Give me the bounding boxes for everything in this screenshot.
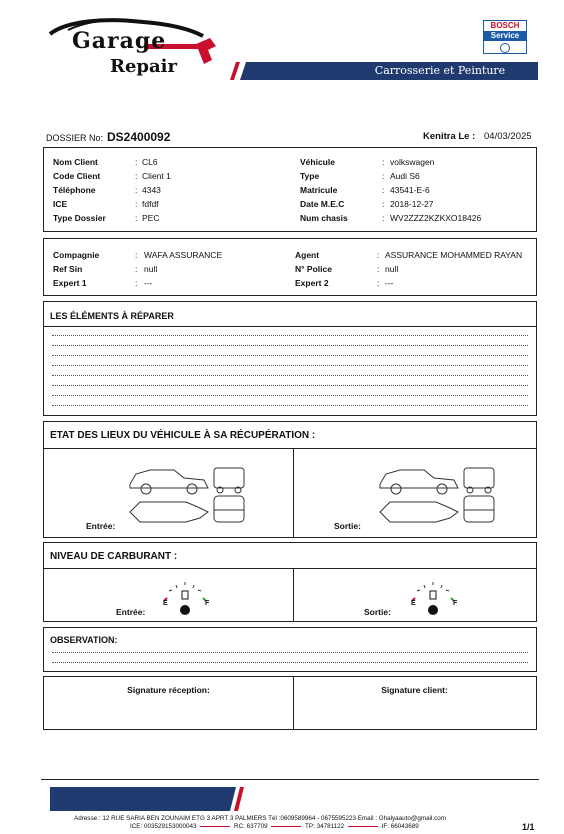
fuel-section-title: NIVEAU DE CARBURANT : bbox=[50, 551, 178, 562]
fuel-level-box bbox=[43, 542, 537, 622]
vehicle-field-value: volkswagen bbox=[390, 157, 435, 167]
client-field-colon: : bbox=[135, 185, 138, 195]
client-field-value: 4343 bbox=[142, 185, 161, 195]
client-field-value: CL6 bbox=[142, 157, 158, 167]
service-label: Service bbox=[484, 31, 526, 41]
insurance-field-value: null bbox=[144, 264, 158, 274]
fuel-gauge-exit-icon bbox=[406, 577, 466, 619]
agent-field-colon: : bbox=[377, 250, 380, 260]
insurance-field-value: WAFA ASSURANCE bbox=[144, 250, 223, 260]
vehicle-field-colon: : bbox=[382, 213, 385, 223]
logo-text-repair: Repair bbox=[110, 56, 177, 77]
footer-sep-2 bbox=[271, 826, 301, 827]
fuel-f-exit: F bbox=[453, 600, 458, 607]
vehicle-state-box bbox=[43, 421, 537, 538]
vehicle-field-label: Matricule bbox=[300, 185, 338, 195]
client-field-label: Code Client bbox=[53, 171, 101, 181]
garage-logo bbox=[48, 14, 220, 84]
observation-title: OBSERVATION: bbox=[50, 635, 118, 645]
vehicle-field-label: Date M.E.C bbox=[300, 199, 345, 209]
car-diagram-entry-icon bbox=[126, 462, 250, 530]
bosch-service-logo bbox=[483, 20, 527, 54]
vehicle-field-colon: : bbox=[382, 199, 385, 209]
fuel-entry-label: Entrée: bbox=[116, 607, 146, 617]
footer-banner bbox=[50, 787, 540, 811]
fuel-e-exit: E bbox=[411, 600, 416, 607]
signature-box bbox=[43, 676, 537, 730]
page-number: 1/1 bbox=[522, 822, 535, 832]
fuel-gauge-entry-icon bbox=[158, 577, 218, 619]
city-label: Kenitra Le : bbox=[423, 131, 476, 142]
client-vehicle-box bbox=[43, 147, 537, 232]
footer-ids bbox=[130, 823, 419, 830]
repair-elements-box bbox=[43, 301, 537, 416]
agent-field-colon: : bbox=[377, 278, 380, 288]
agent-field-label: N° Police bbox=[295, 264, 332, 274]
client-field-label: Téléphone bbox=[53, 185, 96, 195]
footer-rc: RC: 637709 bbox=[234, 823, 268, 830]
vehicle-field-label: Num chasis bbox=[300, 213, 348, 223]
signature-client-label: Signature client: bbox=[381, 685, 448, 695]
insurance-field-label: Expert 1 bbox=[53, 278, 87, 288]
footer-sep-1 bbox=[200, 826, 230, 827]
footer-sep-3 bbox=[348, 826, 378, 827]
client-field-value: fdfdf bbox=[142, 199, 159, 209]
footer-if: IF: 66043689 bbox=[381, 823, 419, 830]
dossier-label: DOSSIER No: bbox=[46, 133, 104, 143]
client-field-value: PEC bbox=[142, 213, 160, 223]
insurance-field-colon: : bbox=[135, 250, 138, 260]
insurance-field-colon: : bbox=[135, 264, 138, 274]
agent-field-value: null bbox=[385, 264, 399, 274]
fuel-f-entry: F bbox=[205, 600, 210, 607]
fuel-exit-label: Sortie: bbox=[364, 607, 391, 617]
client-field-label: Nom Client bbox=[53, 157, 98, 167]
vehicle-field-label: Véhicule bbox=[300, 157, 335, 167]
insurance-field-label: Compagnie bbox=[53, 250, 100, 260]
client-field-colon: : bbox=[135, 199, 138, 209]
entry-label: Entrée: bbox=[86, 521, 116, 531]
agent-field-value: --- bbox=[385, 278, 394, 288]
car-diagram-exit-icon bbox=[376, 462, 500, 530]
vehicle-field-value: WV2ZZZ2KZKXO18426 bbox=[390, 213, 482, 223]
vehicle-field-colon: : bbox=[382, 157, 385, 167]
exit-label: Sortie: bbox=[334, 521, 361, 531]
logo-text-garage: Garage bbox=[72, 28, 167, 54]
vehicle-field-label: Type bbox=[300, 171, 320, 181]
client-field-value: Client 1 bbox=[142, 171, 171, 181]
agent-field-colon: : bbox=[377, 264, 380, 274]
insurance-field-label: Ref Sin bbox=[53, 264, 83, 274]
footer-tp: TP: 34781122 bbox=[305, 823, 345, 830]
vehicle-field-colon: : bbox=[382, 185, 385, 195]
client-field-label: Type Dossier bbox=[53, 213, 106, 223]
bosch-label: BOSCH bbox=[490, 21, 520, 30]
banner-text: Carrosserie et Peinture bbox=[374, 64, 506, 77]
agent-field-label: Expert 2 bbox=[295, 278, 329, 288]
client-field-label: ICE bbox=[53, 199, 68, 209]
footer-rule bbox=[41, 779, 539, 780]
dossier-date: 04/03/2025 bbox=[484, 131, 532, 142]
bosch-emblem-icon bbox=[500, 43, 510, 53]
observation-box bbox=[43, 627, 537, 672]
footer-address: Adresse : 12 RUE SARIA BEN ZOUNAIM ETG 3 APRT 3 PALMIERS Tél :0609589964 - 0675595223 Email : Ghalyaauto@gmail.com bbox=[74, 815, 447, 822]
insurance-field-value: --- bbox=[144, 278, 153, 288]
client-field-colon: : bbox=[135, 171, 138, 181]
vehicle-field-value: 43541-E-6 bbox=[390, 185, 430, 195]
footer-ice: ICE: 003529153000043 bbox=[130, 823, 197, 830]
repair-section-title: LES ÉLÉMENTS À RÉPARER bbox=[50, 311, 174, 321]
signature-reception-label: Signature réception: bbox=[127, 685, 210, 695]
fuel-e-entry: E bbox=[163, 600, 168, 607]
vehicle-field-colon: : bbox=[382, 171, 385, 181]
dossier-number: DS2400092 bbox=[107, 130, 171, 144]
client-field-colon: : bbox=[135, 213, 138, 223]
agent-field-label: Agent bbox=[295, 250, 320, 260]
state-section-title: ETAT DES LIEUX DU VÉHICULE À SA RÉCUPÉRATION : bbox=[50, 430, 316, 441]
client-field-colon: : bbox=[135, 157, 138, 167]
vehicle-field-value: Audi S6 bbox=[390, 171, 420, 181]
insurance-box bbox=[43, 238, 537, 296]
vehicle-field-value: 2018-12-27 bbox=[390, 199, 434, 209]
insurance-field-colon: : bbox=[135, 278, 138, 288]
agent-field-value: ASSURANCE MOHAMMED RAYAN bbox=[385, 250, 523, 260]
